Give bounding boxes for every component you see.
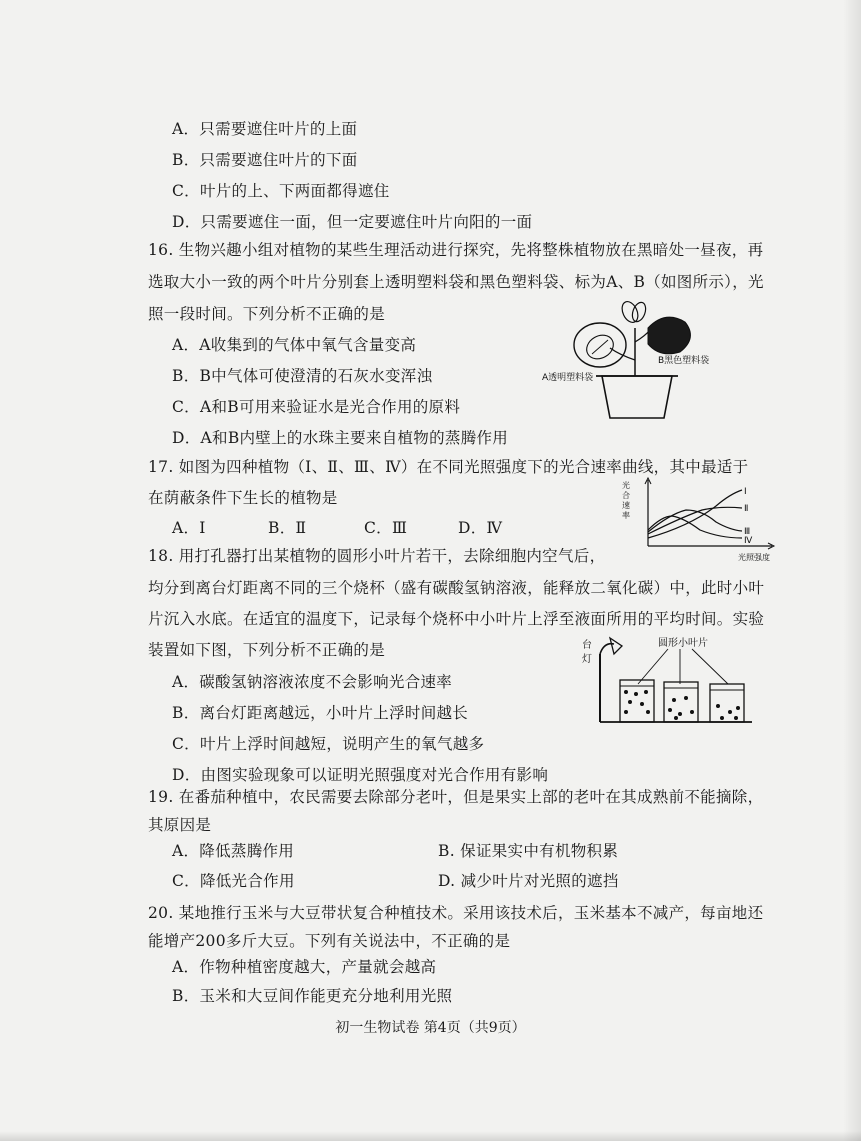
q17-option-d: D．Ⅳ [458,519,503,537]
q18-stem-line-2: 均分到离台灯距离不同的三个烧杯（盛有碳酸氢钠溶液，能释放二氧化碳）中，此时小叶 [148,579,765,597]
q17-series-label-2: Ⅱ [744,504,749,514]
q16-option-a: A．A收集到的气体中氧气含量变高 [172,336,417,354]
q18-stem-line-4: 装置如下图，下列分析不正确的是 [148,641,386,659]
q18-option-b: B．离台灯距离越远，小叶片上浮时间越长 [172,704,469,722]
q17-curve-1 [648,490,742,538]
q16-stem-line-3: 照一段时间。下列分析不正确的是 [148,305,386,323]
q16-label-a: A透明塑料袋 [542,373,594,383]
q17-series-label-1: Ⅰ [744,487,747,497]
q17-curve-3 [648,510,742,532]
q17-series-label-3: Ⅲ [744,527,751,537]
q19-option-a: A．降低蒸腾作用 [172,842,295,860]
q17-option-c: C．Ⅲ [364,519,408,537]
q19-option-c: C．降低光合作用 [172,872,295,890]
q19-option-b: B. 保证果实中有机物积累 [438,842,619,860]
q16-stem-line-2: 选取大小一致的两个叶片分别套上透明塑料袋和黑色塑料袋、标为A、B（如图所示），光 [148,273,764,291]
q18-lamp-label-2: 灯 [582,654,592,665]
q19-stem-line-2: 其原因是 [148,816,212,834]
q17-option-a: A．Ⅰ [172,519,206,537]
q15-option-c: C．叶片的上、下两面都得遮住 [172,182,390,200]
q17-stem-line-1: 17. 如图为四种植物（Ⅰ、Ⅱ、Ⅲ、Ⅳ）在不同光照强度下的光合速率曲线，其中最适于 [148,458,749,476]
q17-option-b: B．Ⅱ [268,519,307,537]
q17-photosynthesis-chart [620,476,790,566]
q17-stem-line-2: 在荫蔽条件下生长的植物是 [148,489,338,507]
q19-stem-line-1: 19. 在番茄种植中，农民需要去除部分老叶，但是果实上部的老叶在其成熟前不能摘除， [148,788,764,806]
q18-beaker-2 [664,682,698,722]
page-edge-shadow [843,0,861,1141]
q18-lamp-label-1: 台 [582,640,592,651]
q16-label-b: B黑色塑料袋 [658,356,710,366]
q18-stem-line-3: 片沉入水底。在适宜的温度下，记录每个烧杯中小叶片上浮至液面所用的平均时间。实验 [148,610,765,628]
page-bottom-shadow [0,1131,861,1141]
q16-option-b: B．B中气体可使澄清的石灰水变浑浊 [172,367,433,385]
q18-stem-line-1: 18. 用打孔器打出某植物的圆形小叶片若干，去除细胞内空气后， [148,547,606,565]
q17-ylabel-3: 速 [622,501,630,510]
q17-xlabel: 光照强度 [738,553,770,562]
q17-series-label-4: Ⅳ [744,536,753,546]
q18-leaf-label: 圆形小叶片 [658,638,708,649]
q15-option-b: B．只需要遮住叶片的下面 [172,151,358,169]
q15-option-a: A．只需要遮住叶片的上面 [172,120,358,138]
q18-beaker-1 [620,680,654,722]
q18-option-c: C．叶片上浮时间越短，说明产生的氧气越多 [172,735,485,753]
q18-experiment-figure [580,634,760,729]
q16-option-d: D．A和B内壁上的水珠主要来自植物的蒸腾作用 [172,429,509,447]
q20-stem-line-1: 20. 某地推行玉米与大豆带状复合种植技术。采用该技术后，玉米基本不减产，每亩地还 [148,904,764,922]
q20-option-a: A．作物种植密度越大，产量就会越高 [172,958,437,976]
q15-option-d: D．只需要遮住一面，但一定要遮住叶片向阳的一面 [172,213,533,231]
q17-ylabel-2: 合 [622,491,630,500]
q17-ylabel-4: 率 [622,511,630,520]
q18-option-d: D．由图实验现象可以证明光照强度对光合作用有影响 [172,766,549,784]
q16-plant-figure [540,300,720,425]
q16-option-c: C．A和B可用来验证水是光合作用的原料 [172,398,461,416]
q20-stem-line-2: 能增产200多斤大豆。下列有关说法中，不正确的是 [148,932,511,950]
q18-option-a: A．碳酸氢钠溶液浓度不会影响光合速率 [172,673,453,691]
q19-option-d: D. 减少叶片对光照的遮挡 [438,872,619,890]
q18-beaker-3 [710,684,744,722]
q17-ylabel-1: 光 [622,481,630,490]
page-footer: 初一生物试卷 第4页（共9页） [335,1020,526,1036]
q20-option-b: B．玉米和大豆间作能更充分地利用光照 [172,987,453,1005]
q16-stem-line-1: 16. 生物兴趣小组对植物的某些生理活动进行探究，先将整株植物放在黑暗处一昼夜，再 [148,241,764,259]
